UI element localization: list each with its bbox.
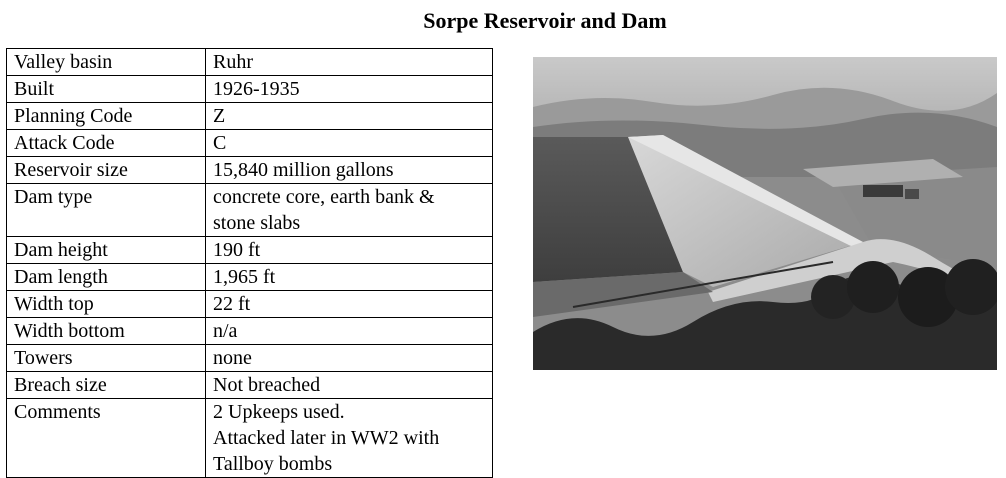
row-value [206,345,493,372]
table-row [7,372,493,399]
row-value-line: Not breached [213,374,321,396]
row-value-line: 1,965 ft [213,266,276,288]
row-key: Reservoir size [7,157,206,184]
row-value [206,264,493,291]
table-row [7,130,493,157]
row-key: Dam type [7,184,206,237]
row-key: Dam height [7,237,206,264]
row-value [206,237,493,264]
table-row [7,291,493,318]
row-key: Valley basin [7,49,206,76]
table-row [7,76,493,103]
row-key: Breach size [7,372,206,399]
table-row [7,157,493,184]
row-value [206,318,493,345]
row-key: Towers [7,345,206,372]
row-key: Width bottom [7,318,206,345]
row-value-line: none [213,347,252,369]
row-key: Built [7,76,206,103]
dam-photograph [533,57,997,370]
table-row [7,237,493,264]
table-row [7,49,493,76]
table-row [7,399,493,478]
row-value [206,372,493,399]
row-value-line: Z [213,105,226,127]
row-value [206,130,493,157]
table-row [7,318,493,345]
row-value-line: Attacked later in WW2 with [213,427,440,449]
row-value [206,76,493,103]
row-value-line: C [213,132,227,154]
row-key: Planning Code [7,103,206,130]
row-value [206,49,493,76]
dam-photograph-image [533,57,997,370]
row-key: Dam length [7,264,206,291]
table-row [7,184,493,237]
row-value-line: n/a [213,320,238,342]
row-value-line: stone slabs [213,212,301,234]
row-value-line: concrete core, earth bank & [213,186,435,208]
row-value [206,157,493,184]
row-value [206,291,493,318]
document-title: Sorpe Reservoir and Dam [423,8,667,33]
row-value-line: 1926-1935 [213,78,300,100]
dam-facts-body [7,49,493,478]
row-value-line: 190 ft [213,239,261,261]
row-value-line: 22 ft [213,293,251,315]
row-value-line: Ruhr [213,51,253,73]
row-value-line: 2 Upkeeps used. [213,401,345,423]
table-row [7,345,493,372]
row-value-line: 15,840 million gallons [213,159,394,181]
row-value [206,103,493,130]
table-row [7,264,493,291]
dam-facts-table [6,48,493,478]
row-value [206,399,493,478]
row-key: Comments [7,399,206,478]
row-value-line: Tallboy bombs [213,453,333,475]
row-value [206,184,493,237]
table-row [7,103,493,130]
row-key: Width top [7,291,206,318]
row-key: Attack Code [7,130,206,157]
